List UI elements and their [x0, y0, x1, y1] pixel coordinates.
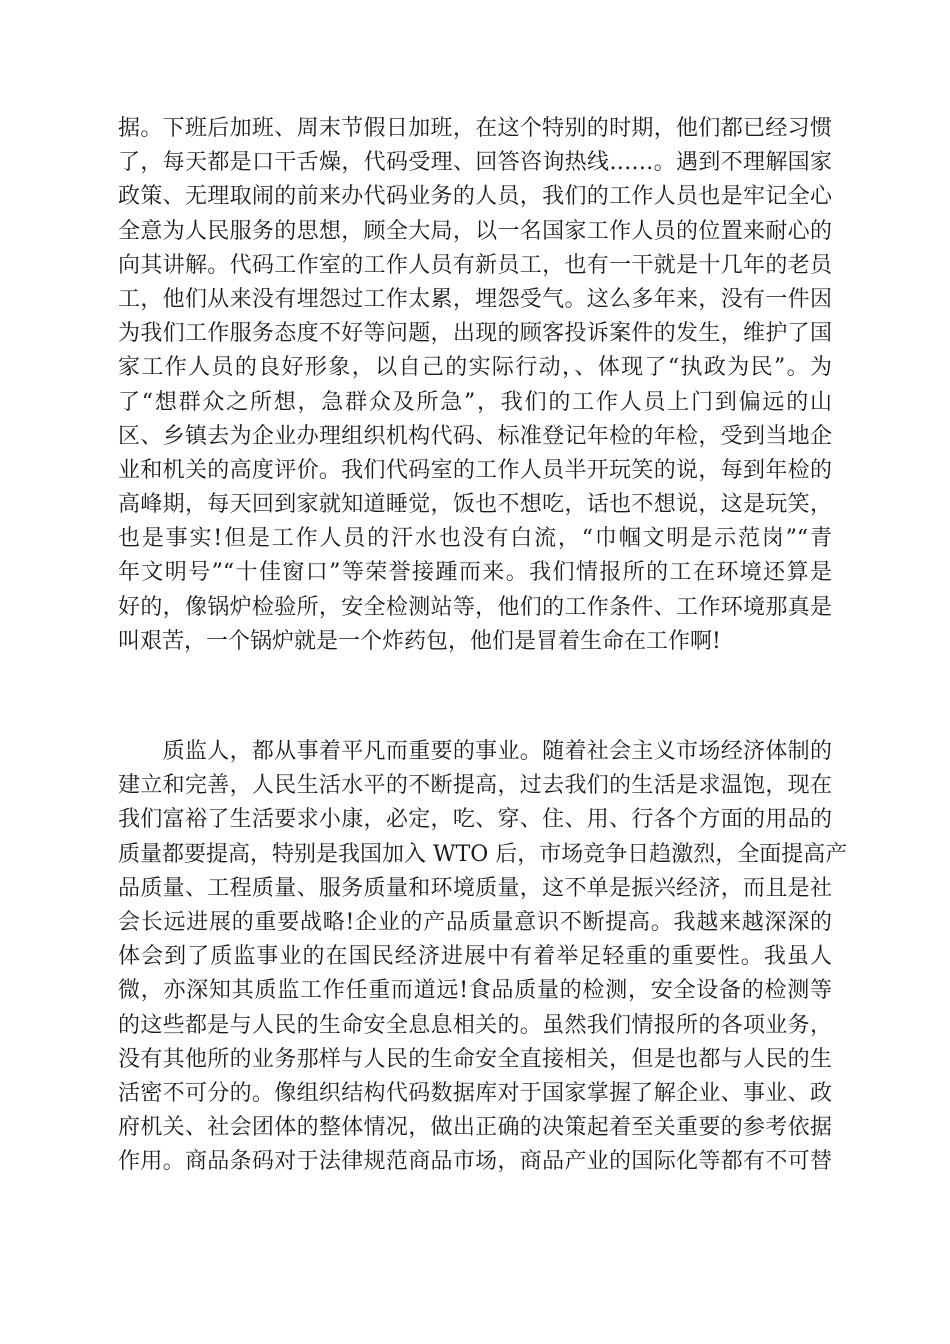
paragraph-line: 政策、无理取闹的前来办代码业务的人员，我们的工作人员也是牢记全心: [118, 184, 832, 210]
paragraph-line: 好的，像锅炉检验所，安全检测站等，他们的工作条件、工作环境那真是: [118, 594, 832, 620]
paragraph-line: 府机关、社会团体的整体情况，做出正确的决策起着至关重要的参考依据: [118, 1115, 832, 1141]
paragraph-line: 全意为人民服务的思想，顾全大局，以一名国家工作人员的位置来耐心的: [118, 218, 832, 244]
paragraph-line: 质监人，都从事着平凡而重要的事业。随着社会主义市场经济体制的: [118, 739, 832, 764]
paragraph-line: 体会到了质监事业的在国民经济进展中有着举足轻重的重要性。我虽人: [118, 944, 832, 970]
paragraph-line: 建立和完善，人民生活水平的不断提高，过去我们的生活是求温饱，现在: [118, 773, 832, 799]
paragraph-line: 年文明号”“十佳窗口”等荣誉接踵而来。我们情报所的工在环境还算是: [118, 560, 832, 586]
paragraph-line: 区、乡镇去为企业办理组织机构代码、标准登记年检的年检，受到当地企: [118, 423, 832, 449]
paragraph-line: 的这些都是与人民的生命安全息息相关的。虽然我们情报所的各项业务，: [118, 1012, 832, 1038]
paragraph-line: 了“想群众之所想，急群众及所急”，我们的工作人员上门到偏远的山: [118, 389, 832, 415]
paragraph-line: 也是事实!但是工作人员的汗水也没有白流，“巾帼文明是示范岗”“青: [118, 526, 832, 552]
paragraph-line: 工，他们从来没有埋怨过工作太累，埋怨受气。这么多年来，没有一件因: [118, 286, 832, 312]
paragraph-line: 微，亦深知其质监工作任重而道远!食品质量的检测，安全设备的检测等: [118, 978, 832, 1004]
paragraph-1: [118, 112, 832, 659]
paragraph-line: 叫艰苦，一个锅炉就是一个炸药包，他们是冒着生命在工作啊!: [118, 628, 721, 654]
paragraph-line: 家工作人员的良好形象，以自己的实际行动，、体现了“执政为民”。为: [118, 355, 832, 381]
paragraph-line: 作用。商品条码对于法律规范商品市场，商品产业的国际化等都有不可替: [118, 1149, 832, 1175]
paragraph-line: 业和机关的高度评价。我们代码室的工作人员半开玩笑的说，每到年检的: [118, 457, 832, 483]
paragraph-line: 我们富裕了生活要求小康，必定，吃、穿、住、用、行各个方面的用品的: [118, 807, 832, 833]
paragraph-line: 高峰期，每天回到家就知道睡觉，饭也不想吃，话也不想说，这是玩笑，: [118, 492, 832, 518]
paragraph-line: 向其讲解。代码工作室的工作人员有新员工，也有一干就是十几年的老员: [118, 252, 832, 278]
paragraph-line: 质量都要提高，特别是我国加入 WTO 后，市场竞争日趋激烈，全面提高产: [118, 841, 848, 867]
paragraph-line: 为我们工作服务态度不好等问题，出现的顾客投诉案件的发生，维护了国: [118, 321, 832, 347]
paragraph-line: 没有其他所的业务那样与人民的生命安全直接相关，但是也都与人民的生: [118, 1046, 832, 1072]
paragraph-line: 据。下班后加班、周末节假日加班，在这个特别的时期，他们都已经习惯: [118, 116, 832, 141]
paragraph-line: 活密不可分的。像组织结构代码数据库对于国家掌握了解企业、事业、政: [118, 1080, 832, 1106]
paragraph-line: 会长远进展的重要战略!企业的产品质量意识不断提高。我越来越深深的: [118, 909, 832, 935]
paragraph-line: 了，每天都是口干舌燥，代码受理、回答咨询热线……。遇到不理解国家: [118, 150, 832, 176]
paragraph-2: [118, 735, 848, 1179]
paragraph-line: 品质量、工程质量、服务质量和环境质量，这不单是振兴经济，而且是社: [118, 875, 832, 901]
